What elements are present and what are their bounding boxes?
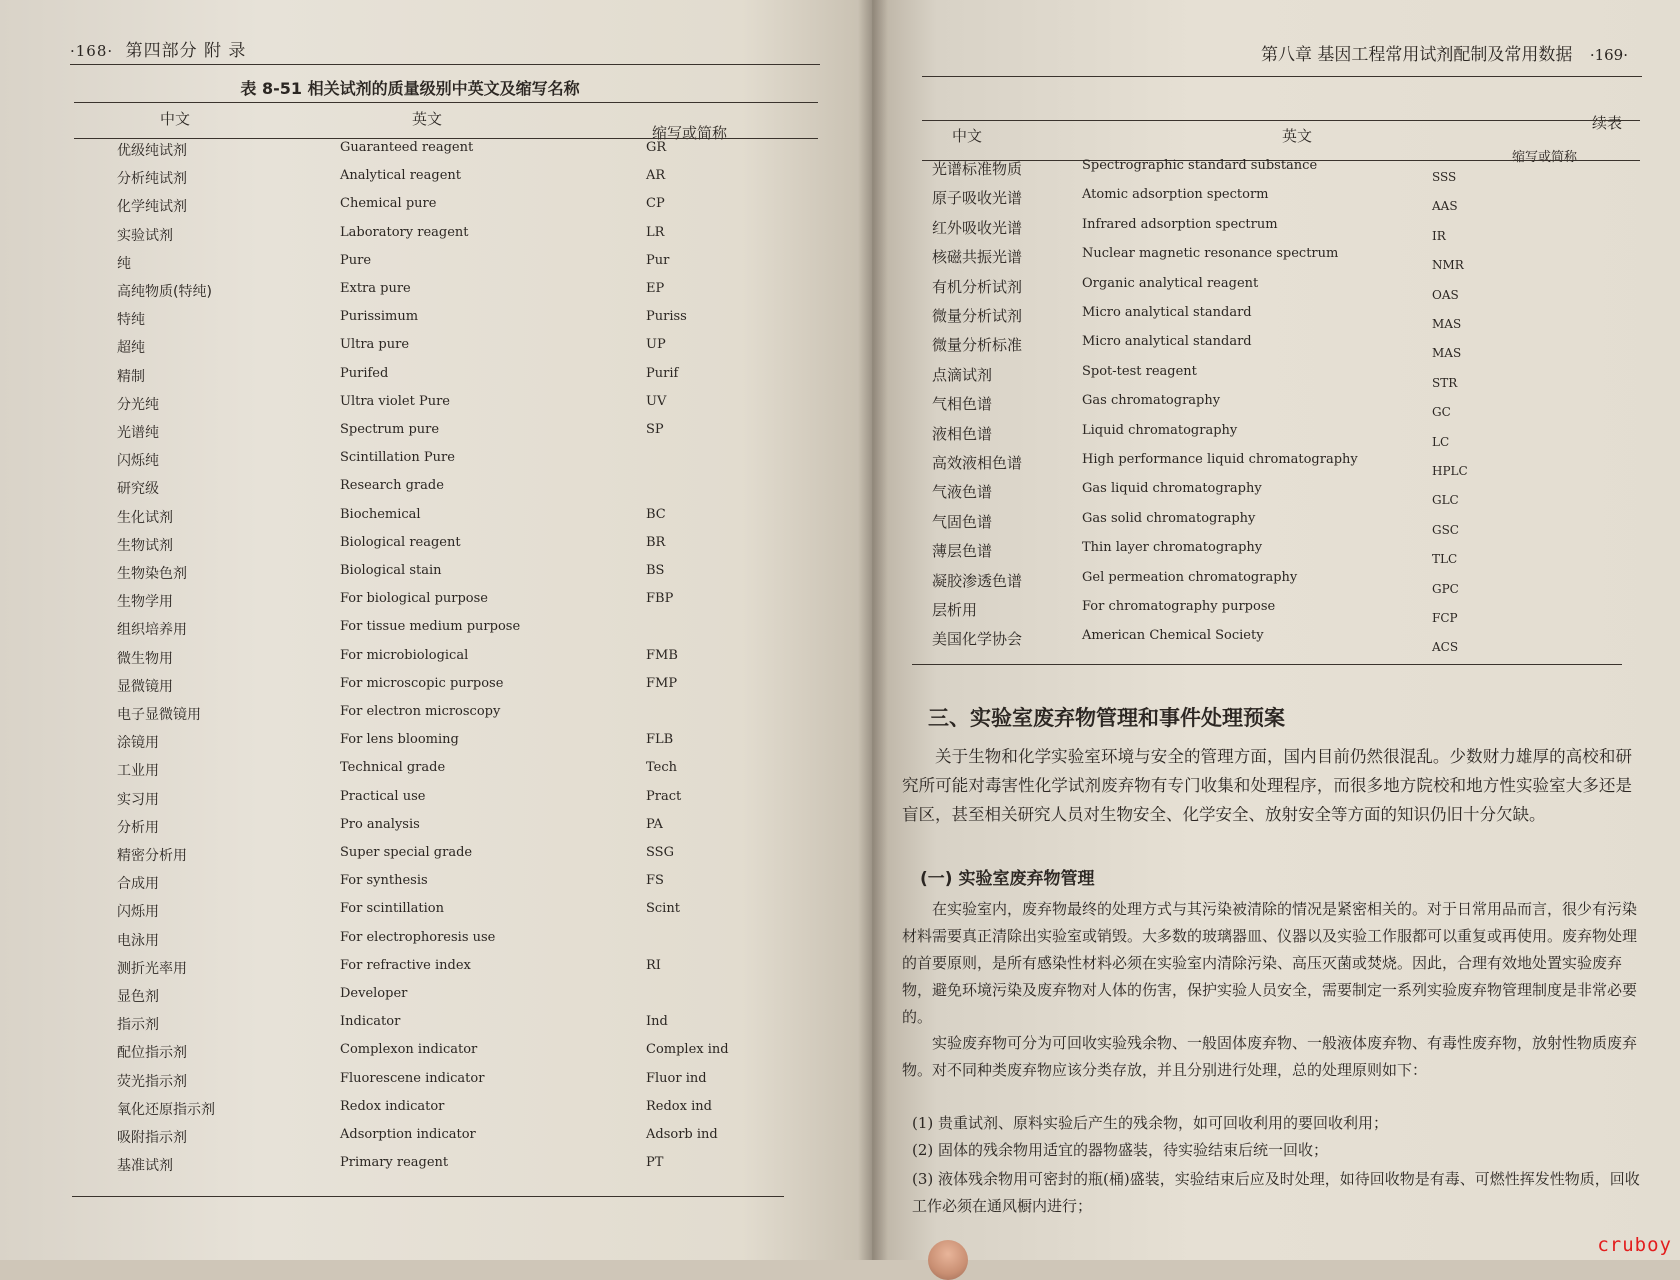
- row-en: High performance liquid chromatography: [1082, 452, 1358, 467]
- table-row: [0, 281, 820, 309]
- row-abbr: FLB: [646, 732, 674, 748]
- book-gutter: [858, 0, 888, 1260]
- table-row: [872, 217, 1680, 247]
- row-en: Super special grade: [340, 845, 473, 860]
- body-paragraph: 在实验室内，废弃物最终的处理方式与其污染被清除的情况是紧密相关的。对于日常用品而言，很少有污染材料需要真正清除出实验室或销毁。大多数的玻璃器皿、仪器以及实验工作服都可以重复或再使用。废弃物处理的首要原则，是所有感染性材料必须在实验室内清除污染、高压灭菌或焚烧。因此，合理有效地处置实验废弃物，避免环境污染及废弃物对人体的伤害，保护实验人员安全，需要制定一系列实验废弃物管理制度是非常必要的。: [902, 900, 1638, 1026]
- table-row: [0, 450, 820, 478]
- row-abbr: FBP: [646, 591, 674, 607]
- row-abbr: AAS: [1432, 199, 1458, 214]
- row-en: For electrophoresis use: [340, 929, 496, 945]
- table-row: [0, 1099, 820, 1127]
- table-continued-label: 续表: [1591, 114, 1622, 132]
- row-abbr: TLC: [1432, 552, 1458, 567]
- row-en: Fluorescene indicator: [340, 1070, 485, 1086]
- right-page-number: ·169·: [1589, 46, 1628, 64]
- row-en: American Chemical Society: [1082, 628, 1264, 644]
- table-row: [872, 511, 1680, 541]
- row-zh: 精制: [117, 368, 145, 385]
- row-en: Purifed: [340, 365, 389, 381]
- row-zh: 分析纯试剂: [117, 171, 187, 188]
- row-en: Complexon indicator: [340, 1042, 478, 1058]
- row-zh: 电泳用: [117, 932, 159, 949]
- list-item: (1) 贵重试剂、原料实验后产生的残余物，如可回收利用的要回收利用；: [912, 1114, 1389, 1132]
- row-abbr: HPLC: [1432, 464, 1468, 478]
- row-en: For tissue medium purpose: [340, 619, 521, 635]
- row-en: For synthesis: [340, 873, 428, 889]
- table-row: [872, 364, 1680, 394]
- row-abbr: ACS: [1432, 640, 1459, 655]
- table-row: [0, 1127, 820, 1155]
- row-en: For scintillation: [340, 901, 444, 917]
- row-zh: 高效液相色谱: [932, 454, 1023, 472]
- row-abbr: UP: [646, 337, 666, 353]
- table-row: [0, 1155, 820, 1183]
- table-row: [0, 619, 820, 647]
- row-en: For microscopic purpose: [340, 675, 504, 691]
- row-zh: 闪烁纯: [117, 453, 159, 470]
- row-abbr: Pur: [646, 252, 670, 268]
- row-abbr: FCP: [1432, 611, 1458, 625]
- row-zh: 分析用: [117, 819, 159, 836]
- row-abbr: Purif: [646, 365, 679, 381]
- row-en: Infrared adsorption spectrum: [1082, 216, 1278, 232]
- row-zh: 闪烁用: [117, 904, 159, 921]
- row-abbr: PA: [646, 816, 663, 832]
- section-title: 三、实验室废弃物管理和事件处理预案: [928, 706, 1285, 730]
- row-abbr: GSC: [1432, 522, 1459, 537]
- table-row: [0, 958, 820, 986]
- row-abbr: FMP: [646, 675, 678, 691]
- row-zh: 组织培养用: [117, 622, 187, 639]
- row-zh: 合成用: [117, 876, 159, 893]
- row-zh: 荧光指示剂: [117, 1073, 187, 1090]
- table-row: [0, 309, 820, 337]
- row-zh: 特纯: [117, 312, 145, 329]
- table-row: [0, 1071, 820, 1099]
- row-en: Gas chromatography: [1082, 393, 1221, 409]
- watermark: cruboy: [1597, 1234, 1672, 1256]
- table-row: [872, 570, 1680, 600]
- table-row: [0, 535, 820, 563]
- row-en: Gel permeation chromatography: [1082, 569, 1298, 585]
- row-zh: 层析用: [932, 601, 978, 619]
- table-row: [872, 305, 1680, 335]
- row-en: Purissimum: [340, 309, 419, 325]
- row-zh: 研究级: [117, 481, 159, 498]
- right-header-abbr: 缩写或简称: [1512, 150, 1578, 165]
- table-row: [0, 986, 820, 1014]
- row-zh: 优级纯试剂: [117, 143, 187, 159]
- row-abbr: IR: [1432, 228, 1446, 243]
- row-en: Organic analytical reagent: [1082, 275, 1259, 291]
- row-zh: 氧化还原指示剂: [117, 1101, 215, 1118]
- row-en: Spectrographic standard substance: [1082, 158, 1318, 173]
- row-zh: 红外吸收光谱: [932, 218, 1023, 237]
- row-zh: 工业用: [117, 763, 159, 780]
- row-zh: 实习用: [117, 791, 159, 808]
- row-zh: 薄层色谱: [932, 542, 993, 561]
- table-row: [0, 563, 820, 591]
- row-en: For refractive index: [340, 957, 471, 973]
- subsection-title: (一) 实验室废弃物管理: [920, 869, 1095, 889]
- table-row: [0, 196, 820, 224]
- table-row: [872, 599, 1680, 629]
- row-en: Practical use: [340, 788, 426, 804]
- left-running-head: [70, 36, 246, 61]
- row-en: For lens blooming: [340, 732, 459, 748]
- row-zh: 生物染色剂: [117, 566, 187, 582]
- row-abbr: Tech: [646, 760, 678, 776]
- row-en: Indicator: [340, 1014, 401, 1030]
- list-item: (3) 液体残余物用可密封的瓶(桶)盛装，实验结束后应及时处理，如待回收物是有毒、可燃性挥发性物质，回收工作必须在通风橱内进行；: [912, 1170, 1640, 1215]
- intro-paragraph: 关于生物和化学实验室环境与安全的管理方面，国内目前仍然很混乱。少数财力雄厚的高校和研究所可能对毒害性化学试剂废弃物有专门收集和处理程序，而很多地方院校和地方性实验室大多还是盲区，甚至相关研究人员对生物安全、化学安全、放射安全等方面的知识仍旧十分欠缺。: [902, 747, 1632, 824]
- right-running-title: 第八章 基因工程常用试剂配制及常用数据: [1261, 45, 1573, 65]
- table-row: [872, 628, 1680, 658]
- row-en: Spot-test reagent: [1082, 363, 1197, 379]
- row-zh: 生物试剂: [117, 537, 173, 554]
- table-row: [872, 452, 1680, 482]
- left-running-title: 第四部分 附 录: [125, 41, 247, 61]
- row-en: Liquid chromatography: [1082, 422, 1238, 438]
- row-en: Atomic adsorption spectorm: [1082, 187, 1269, 203]
- row-abbr: SP: [646, 422, 664, 437]
- row-en: Guaranteed reagent: [340, 140, 474, 155]
- row-abbr: GR: [646, 140, 667, 155]
- row-en: Scintillation Pure: [340, 450, 455, 466]
- row-abbr: BS: [646, 563, 665, 578]
- table-row: [0, 732, 820, 760]
- table-row: [0, 901, 820, 929]
- row-abbr: GC: [1432, 405, 1451, 420]
- row-abbr: BC: [646, 506, 666, 522]
- row-abbr: CP: [646, 196, 665, 212]
- row-zh: 原子吸收光谱: [932, 189, 1023, 208]
- table-row: [0, 140, 820, 168]
- row-abbr: AR: [646, 168, 666, 184]
- row-abbr: RI: [646, 957, 661, 973]
- table-row: [0, 704, 820, 732]
- table-row: [872, 334, 1680, 364]
- right-header-zh: 中文: [952, 127, 983, 145]
- row-zh: 点滴试剂: [932, 365, 993, 384]
- row-en: For electron microscopy: [340, 704, 501, 719]
- row-en: Biological stain: [340, 563, 442, 578]
- table-row: [0, 1014, 820, 1042]
- table-row: [0, 337, 820, 365]
- table-row: [0, 422, 820, 450]
- left-page-number: ·168·: [70, 42, 114, 60]
- row-abbr: MAS: [1432, 317, 1462, 331]
- row-zh: 显色剂: [117, 989, 159, 1005]
- table-row: [0, 648, 820, 676]
- row-abbr: OAS: [1432, 287, 1459, 302]
- table-row: [0, 478, 820, 506]
- row-en: Ultra pure: [340, 337, 410, 353]
- right-table-bottom-rule: [912, 664, 1622, 665]
- row-zh: 显微镜用: [117, 678, 173, 695]
- row-zh: 精密分析用: [117, 848, 187, 864]
- table-row: [0, 591, 820, 619]
- row-zh: 吸附指示剂: [117, 1130, 187, 1146]
- row-abbr: GPC: [1432, 581, 1459, 596]
- row-abbr: STR: [1432, 375, 1458, 390]
- table-row: [872, 276, 1680, 306]
- row-en: Micro analytical standard: [1082, 334, 1252, 350]
- row-en: Laboratory reagent: [340, 224, 469, 240]
- row-en: Gas solid chromatography: [1082, 510, 1256, 526]
- row-abbr: LC: [1432, 434, 1450, 449]
- row-zh: 分光纯: [117, 396, 159, 413]
- row-zh: 实验试剂: [117, 227, 173, 244]
- table-top-rule: [74, 102, 818, 103]
- table-bottom-rule: [72, 1196, 784, 1197]
- row-abbr: PT: [646, 1155, 664, 1171]
- row-en: Thin layer chromatography: [1082, 540, 1263, 556]
- row-zh: 超纯: [117, 340, 145, 357]
- row-en: Chemical pure: [340, 196, 437, 212]
- right-header-en: 英文: [1282, 127, 1313, 145]
- row-abbr: MAS: [1432, 346, 1462, 361]
- right-header-rule: [922, 76, 1642, 77]
- row-abbr: Pract: [646, 788, 682, 804]
- table-header-rule: [74, 138, 818, 139]
- thumb: [928, 1240, 968, 1280]
- row-zh: 微量分析标准: [932, 336, 1023, 355]
- table-row: [872, 540, 1680, 570]
- classification-paragraph: 实验废弃物可分为可回收实验残余物、一般固体废弃物、一般液体废弃物、有毒性废弃物，放射性物质废弃物。对不同种类废弃物应该分类存放，并且分别进行处理，总的处理原则如下：: [902, 1034, 1638, 1079]
- row-en: Gas liquid chromatography: [1082, 481, 1262, 497]
- row-zh: 核磁共振光谱: [932, 248, 1023, 267]
- row-en: Adsorption indicator: [340, 1127, 476, 1142]
- row-zh: 气液色谱: [932, 483, 993, 502]
- row-zh: 光谱标准物质: [932, 160, 1023, 178]
- row-en: Extra pure: [340, 281, 411, 296]
- row-zh: 美国化学协会: [932, 630, 1023, 649]
- left-header-en: 英文: [412, 110, 443, 128]
- row-zh: 化学纯试剂: [117, 199, 187, 216]
- row-zh: 高纯物质(特纯): [117, 284, 212, 300]
- row-en: For microbiological: [340, 647, 469, 663]
- row-zh: 电子显微镜用: [117, 707, 201, 723]
- table-row: [0, 817, 820, 845]
- table-row: [872, 246, 1680, 276]
- row-abbr: Fluor ind: [646, 1070, 707, 1086]
- table-row: [0, 253, 820, 281]
- list-item: (2) 固体的残余物用适宜的器物盛装，待实验结束后统一回收；: [912, 1141, 1329, 1159]
- row-en: Micro analytical standard: [1082, 305, 1252, 320]
- row-zh: 指示剂: [117, 1017, 159, 1034]
- row-en: Spectrum pure: [340, 422, 440, 437]
- row-abbr: EP: [646, 281, 665, 296]
- row-zh: 气固色谱: [932, 512, 993, 531]
- row-en: Technical grade: [340, 760, 446, 776]
- table-row: [0, 225, 820, 253]
- row-zh: 基准试剂: [117, 1158, 173, 1175]
- right-page: [872, 0, 1680, 1260]
- right-running-head: [1261, 40, 1628, 65]
- table-row: [0, 760, 820, 788]
- left-header-zh: 中文: [160, 110, 191, 128]
- row-abbr: Puriss: [646, 309, 687, 325]
- row-en: Research grade: [340, 478, 444, 494]
- table-row: [0, 676, 820, 704]
- row-abbr: SSG: [646, 845, 674, 860]
- row-abbr: Ind: [646, 1014, 668, 1030]
- row-abbr: UV: [646, 393, 667, 409]
- row-en: Pro analysis: [340, 816, 420, 832]
- row-zh: 测折光率用: [117, 960, 187, 977]
- left-header-abbr: 缩写或简称: [652, 124, 728, 142]
- row-en: Analytical reagent: [340, 168, 461, 184]
- row-abbr: NMR: [1432, 258, 1464, 273]
- row-abbr: GLC: [1432, 493, 1459, 508]
- row-abbr: Complex ind: [646, 1042, 729, 1058]
- row-abbr: SSS: [1432, 170, 1457, 184]
- row-zh: 纯: [117, 255, 131, 272]
- table-row: [0, 394, 820, 422]
- row-zh: 有机分析试剂: [932, 277, 1023, 296]
- row-zh: 气相色谱: [932, 395, 993, 414]
- table-row: [0, 930, 820, 958]
- row-zh: 微生物用: [117, 650, 173, 667]
- row-abbr: FS: [646, 873, 664, 889]
- table-row: [0, 507, 820, 535]
- table-row: [872, 187, 1680, 217]
- row-abbr: Redox ind: [646, 1098, 712, 1114]
- row-zh: 生物学用: [117, 594, 173, 611]
- row-en: Primary reagent: [340, 1155, 449, 1171]
- row-en: For biological purpose: [340, 591, 488, 607]
- row-zh: 光谱纯: [117, 425, 159, 441]
- row-abbr: FMB: [646, 647, 678, 663]
- table-row: [0, 789, 820, 817]
- table-row: [0, 366, 820, 394]
- table-row: [872, 393, 1680, 423]
- row-abbr: Adsorb ind: [646, 1127, 718, 1142]
- right-table-top-rule: [922, 120, 1640, 121]
- table-row: [0, 873, 820, 901]
- row-zh: 生化试剂: [117, 509, 173, 526]
- row-en: Redox indicator: [340, 1098, 445, 1114]
- row-zh: 凝胶渗透色谱: [932, 571, 1023, 590]
- row-zh: 液相色谱: [932, 424, 993, 443]
- row-en: For chromatography purpose: [1082, 599, 1276, 614]
- row-en: Biochemical: [340, 506, 421, 522]
- row-abbr: Scint: [646, 901, 680, 917]
- row-zh: 微量分析试剂: [932, 307, 1023, 325]
- left-header-rule: [70, 64, 820, 65]
- row-en: Pure: [340, 252, 372, 268]
- table-row: [872, 423, 1680, 453]
- table-row: [872, 158, 1680, 188]
- row-zh: 配位指示剂: [117, 1045, 187, 1062]
- row-abbr: BR: [646, 534, 666, 550]
- table-row: [0, 845, 820, 873]
- row-zh: 涂镜用: [117, 735, 159, 752]
- table-title: 表 8-51 相关试剂的质量级别中英文及缩写名称: [240, 79, 580, 98]
- table-row: [0, 1042, 820, 1070]
- table-row: [0, 168, 820, 196]
- row-en: Biological reagent: [340, 534, 461, 550]
- table-row: [872, 481, 1680, 511]
- row-abbr: LR: [646, 224, 665, 240]
- row-en: Nuclear magnetic resonance spectrum: [1082, 246, 1339, 262]
- row-en: Developer: [340, 986, 408, 1001]
- row-en: Ultra violet Pure: [340, 393, 450, 409]
